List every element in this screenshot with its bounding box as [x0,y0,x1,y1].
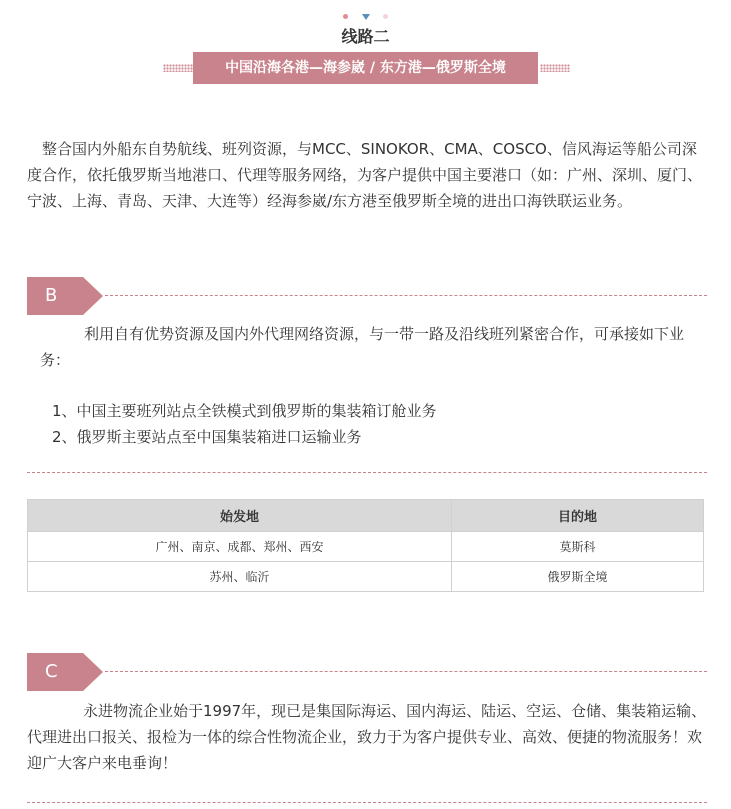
table-header-row [28,500,704,532]
dotted-pattern-icon [163,64,193,72]
dot-icon [343,14,348,19]
section-c-header [27,653,707,691]
dashed-divider [105,671,707,672]
list-item: 2、俄罗斯主要站点至中国集装箱进口运输业务 [52,428,362,446]
table-cell-origin: 广州、南京、成都、郑州、西安 [28,532,452,562]
dashed-divider [27,472,707,473]
section-b-paragraph: 利用自有优势资源及国内外代理网络资源，与一带一路及沿线班列紧密合作，可承接如下业务： [40,325,685,369]
decorative-dots [0,6,731,16]
dotted-pattern-icon [540,64,570,72]
table-row [28,562,704,592]
triangle-icon [362,14,370,20]
company-paragraph: 永进物流企业始于1997年，现已是集国际海运、国内海运、陆运、空运、仓储、集装箱运输、代理进出口报关、报检为一体的综合性物流企业，致力于为客户提供专业、高效、便捷的物流服务！欢迎广大客户来电垂询！ [27,702,707,772]
section-b-header [27,277,707,315]
section-tag: B [27,277,83,315]
table-row [28,532,704,562]
dashed-divider [27,802,707,803]
table-cell-destination: 莫斯科 [452,532,704,562]
route-banner-wrap [0,52,731,84]
table-cell-destination: 俄罗斯全境 [452,562,704,592]
arrow-icon [83,653,103,691]
section-tag: C [27,653,83,691]
arrow-icon [83,277,103,315]
route-table [27,499,704,592]
service-list [52,398,692,450]
dashed-divider [105,295,707,296]
table-cell-origin: 苏州、临沂 [28,562,452,592]
list-item: 1、中国主要班列站点全铁模式到俄罗斯的集装箱订舱业务 [52,402,437,420]
table-header-destination: 目的地 [452,500,704,532]
route-banner: 中国沿海各港—海参崴 / 东方港—俄罗斯全境 [193,52,538,84]
table-header-origin: 始发地 [28,500,452,532]
intro-paragraph: 整合国内外船东自势航线、班列资源，与MCC、SINOKOR、CMA、COSCO、信风海运等船公司深度合作，依托俄罗斯当地港口、代理等服务网络，为客户提供中国主要港口（如：广州、深圳、厦门、宁波、上海、青岛、天津、大连等）经海参崴/东方港至俄罗斯全境的进出口海铁联运业务。 [27,140,703,210]
dot-icon [383,14,388,19]
route-title: 线路二 [341,27,390,46]
